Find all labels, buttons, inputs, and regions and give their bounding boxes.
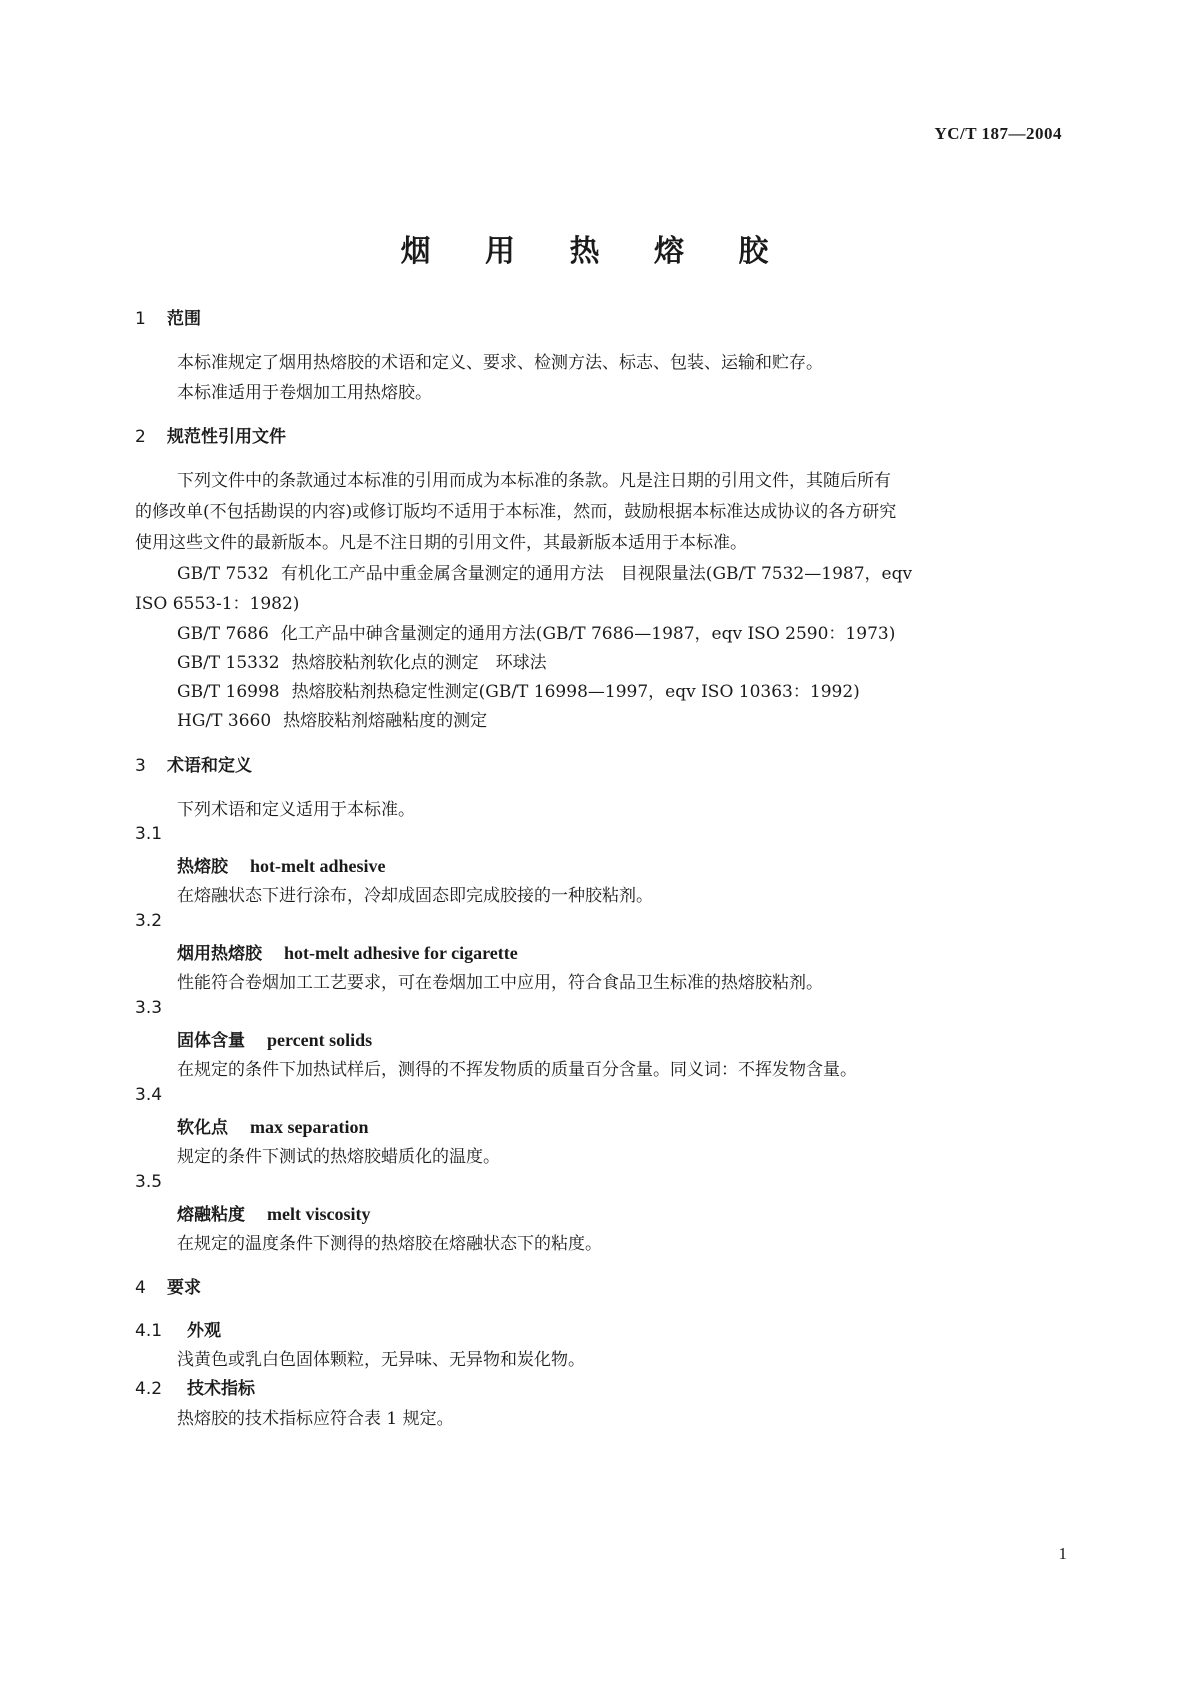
subsection-title: 外观 (187, 1321, 221, 1341)
term-zh: 固体含量 (177, 1031, 245, 1051)
term-en: percent solids (267, 1030, 373, 1050)
section-1-heading (135, 304, 201, 329)
reference-code: GB/T 7532 (177, 564, 269, 584)
section-number: 4 (135, 1278, 146, 1298)
term-definition: 在规定的温度条件下测得的热熔胶在熔融状态下的粘度。 (177, 1234, 602, 1254)
reference-item (177, 706, 487, 731)
term-definition: 规定的条件下测试的热熔胶蜡质化的温度。 (177, 1147, 500, 1167)
clause-number: 3.1 (135, 824, 163, 844)
paragraph: 浅黄色或乳白色固体颗粒，无异味、无异物和炭化物。 (177, 1350, 585, 1370)
section-title: 术语和定义 (167, 756, 252, 776)
reference-code: GB/T 7686 (177, 624, 269, 644)
standard-number: YC/T 187—2004 (934, 124, 1062, 143)
term-en: hot-melt adhesive (250, 856, 386, 876)
document-title: 烟 用 热 熔 胶 (400, 234, 791, 269)
paragraph-line: 下列文件中的条款通过本标准的引用而成为本标准的条款。凡是注日期的引用文件，其随后所有 (177, 471, 891, 491)
reference-item (177, 619, 895, 644)
reference-item (177, 677, 860, 702)
paragraph: 下列术语和定义适用于本标准。 (177, 800, 415, 820)
section-title: 范围 (167, 309, 201, 329)
term-en: max separation (250, 1117, 369, 1137)
term-en: melt viscosity (267, 1204, 371, 1224)
term-heading (177, 1113, 369, 1138)
section-number: 3 (135, 756, 146, 776)
section-title: 要求 (167, 1278, 201, 1298)
paragraph-line: 的修改单(不包括勘误的内容)或修订版均不适用于本标准，然而，鼓励根据本标准达成协议的各方研究 (135, 502, 897, 522)
term-definition: 在熔融状态下进行涂布，冷却成固态即完成胶接的一种胶粘剂。 (177, 886, 653, 906)
reference-title: 有机化工产品中重金属含量测定的通用方法 目视限量法(GB/T 7532—1987，eqv (280, 564, 913, 584)
term-heading (177, 1200, 370, 1225)
paragraph: 本标准适用于卷烟加工用热熔胶。 (177, 383, 432, 403)
paragraph: 热熔胶的技术指标应符合表 1 规定。 (177, 1409, 454, 1429)
section-2-heading (135, 422, 286, 447)
subsection-number: 4.1 (135, 1321, 163, 1341)
term-definition: 在规定的条件下加热试样后，测得的不挥发物质的质量百分含量。同义词：不挥发物含量。 (177, 1060, 857, 1080)
reference-code: GB/T 15332 (177, 653, 280, 673)
section-number: 1 (135, 309, 146, 329)
reference-title: 热熔胶粘剂热稳定性测定(GB/T 16998—1997，eqv ISO 10363：1992) (291, 682, 860, 702)
clause-number: 3.4 (135, 1085, 163, 1105)
clause-number: 3.3 (135, 998, 163, 1018)
reference-continuation: ISO 6553-1：1982) (135, 594, 300, 614)
paragraph-line: 使用这些文件的最新版本。凡是不注日期的引用文件，其最新版本适用于本标准。 (135, 533, 747, 553)
paragraph: 本标准规定了烟用热熔胶的术语和定义、要求、检测方法、标志、包装、运输和贮存。 (177, 353, 823, 373)
clause-number: 3.2 (135, 911, 163, 931)
reference-code: HG/T 3660 (177, 711, 272, 731)
reference-title: 化工产品中砷含量测定的通用方法(GB/T 7686—1987，eqv ISO 2590：1973) (280, 624, 896, 644)
term-definition: 性能符合卷烟加工工艺要求，可在卷烟加工中应用，符合食品卫生标准的热熔胶粘剂。 (177, 973, 823, 993)
term-zh: 热熔胶 (177, 857, 228, 877)
reference-code: GB/T 16998 (177, 682, 280, 702)
term-zh: 烟用热熔胶 (177, 944, 262, 964)
section-4-heading (135, 1273, 201, 1298)
subsection-4-1-heading (135, 1316, 221, 1341)
reference-item (177, 559, 912, 584)
section-title: 规范性引用文件 (167, 427, 286, 447)
clause-number: 3.5 (135, 1172, 163, 1192)
term-zh: 熔融粘度 (177, 1205, 245, 1225)
page-number: 1 (1058, 1544, 1067, 1563)
section-number: 2 (135, 427, 146, 447)
reference-title: 热熔胶粘剂熔融粘度的测定 (283, 711, 488, 731)
term-zh: 软化点 (177, 1118, 228, 1138)
term-en: hot-melt adhesive for cigarette (284, 943, 518, 963)
term-heading (177, 1026, 372, 1051)
term-heading (177, 852, 385, 877)
subsection-title: 技术指标 (187, 1379, 255, 1399)
subsection-number: 4.2 (135, 1379, 163, 1399)
subsection-4-2-heading (135, 1374, 255, 1399)
reference-title: 热熔胶粘剂软化点的测定 环球法 (291, 653, 547, 673)
term-heading (177, 939, 518, 964)
section-3-heading (135, 751, 252, 776)
reference-item (177, 648, 547, 673)
